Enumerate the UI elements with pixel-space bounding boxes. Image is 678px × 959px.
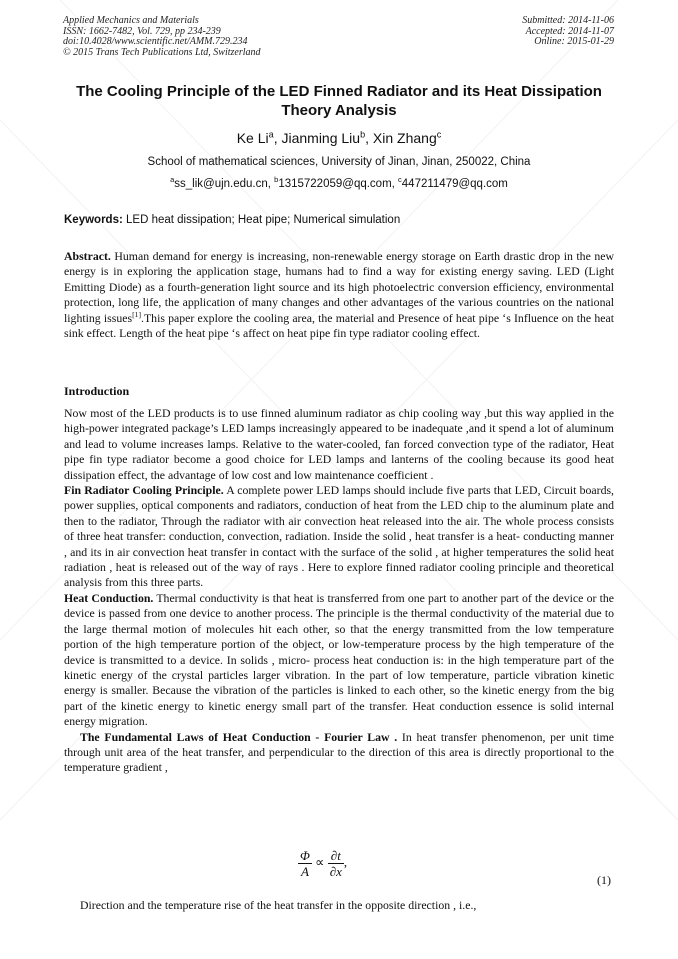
emails: $^a$ss_lik@ujn.edu.cn, $^b$1315722059@qq.com, $^c$447211479@qq.com — [170, 175, 508, 190]
email-link[interactable]: 447211479@qq.com — [401, 178, 508, 190]
paragraph-text: Thermal conductivity is that heat is transferred from one part to another part of the device or the device is passed from one device to another process. The principle is the thermal conductivity of the material due to the large thermal motion of molecules hit each other, so that the energy transmitted from the low temperature portion of the high temperature portion of the object, or low-temperature process by the high temperature of the device is transmitted to a device. In solids , micro- process heat conduction is: in the high temperature part of the kinetic energy of the crystal particles larger vibration. In the part of low temperature, particle vibration kinetic energy is smaller. Because the vibration of the particles is linked to each other, so the kinetic energy from the big part of the kinetic energy to kinetic energy small part of the transfer. Heat conduction essence is solid internal energy migration. — [64, 590, 614, 729]
reference-link[interactable]: [1] — [132, 309, 142, 319]
subheading-heat-conduction: Heat Conduction. — [64, 590, 154, 605]
fraction-denominator: ∂x — [329, 864, 342, 879]
doi: doi:10.4028/www.scientific.net/AMM.729.234 — [63, 36, 248, 47]
issn: ISSN: 1662-7482, Vol. 729, pp 234-239 — [63, 25, 221, 37]
author-sup: c — [436, 129, 442, 140]
subheading-fourier-law: The Fundamental Laws of Heat Conduction - Fourier Law . — [80, 729, 398, 744]
paragraph-text: A complete power LED lamps should include five parts that LED, Circuit boards, power supplies, optical components and radiators, conduction of heat from the LED chip to the aluminum plate and then to the radiator, Through the radiator with air convection heat released into the air. The whole process consists of three heat transfer: conduction, convection, radiation. Inside the solid , heat transfer is a heat- conducting manner , and its in air convection heat transfer in contact with the surface of the solid , at higher temperatures the solid heat radiation , heat is released out of the way of rays . Here to explore finned radiator cooling principle and theoretical analysis from this three parts. — [64, 483, 615, 590]
abstract-text: Human demand for energy is increasing, non-renewable energy storage on Earth drastic drop in the new energy is in exploring the application stage, humans had to find a way for existing energy saving. LED (Light Emitting Diode) as a fourth-generation light source and its high photoelectric conversion efficiency, environmental protection, long life, the application of many changes and other advantages of the various countries on the national lighting issues — [64, 249, 614, 325]
journal-info — [63, 16, 261, 58]
online-date: Online: 2015-01-29 — [534, 36, 614, 47]
paper-title: The Cooling Principle of the LED Finned Radiator and its Heat Dissipation Theory Analysis — [76, 83, 602, 119]
author-name: Jianming Liu — [281, 130, 361, 146]
affiliation: School of mathematical sciences, University of Jinan, Jinan, 250022, China — [147, 156, 531, 168]
proportional-symbol: ∝ — [315, 854, 325, 870]
fraction-numerator: Φ — [300, 848, 310, 863]
author-sup: b — [360, 129, 366, 140]
journal-name: Applied Mechanics and Materials — [63, 15, 199, 26]
abstract-text-end: .This paper explore the cooling area, the material and Presence of heat pipe ‘s Influence on the heat sink effect. Length of the heat pipe ‘s affect on heat pipe fin type radiator cooling effect. — [64, 310, 614, 341]
section-heading-introduction: Introduction — [64, 384, 130, 398]
paragraph — [64, 591, 614, 730]
authors: Ke Li$^a$, Jianming Liu$^b$, Xin Zhang$^c$ — [236, 129, 442, 146]
author-sup: a — [268, 129, 274, 140]
equation-comma: , — [343, 854, 348, 870]
accepted-date: Accepted: 2014-11-07 — [525, 25, 614, 37]
copyright: © 2015 Trans Tech Publications Ltd, Switzerland — [63, 46, 261, 58]
keywords-text: LED heat dissipation; Heat pipe; Numerical simulation — [126, 214, 401, 226]
email-link[interactable]: ss_lik@ujn.edu.cn — [174, 178, 268, 190]
abstract — [64, 249, 614, 341]
email-link[interactable]: 1315722059@qq.com — [278, 178, 392, 190]
abstract-label: Abstract. — [64, 249, 111, 263]
equation-1 — [298, 848, 347, 879]
paragraph: Now most of the LED products is to use finned aluminum radiator as chip cooling way ,but this way applied in the high-power integrated package’s LED lamps increasingly appeared to be inadequate ,and it spend a lot of aluminum and lead to volume increases lamps. Relative to the water-cooled, fan forced convection type of the radiator, Heat pipe fin type radiator become a good choice for LED lamps and lanterns of the cooling because its good heat dissipation effect, the advantage of low cost and low maintenance coefficient . — [64, 406, 614, 482]
email-sup: c — [398, 175, 402, 185]
keywords — [64, 214, 614, 226]
paragraph-text: In heat transfer phenomenon, per unit time through unit area of the heat transfer, and perpendicular to the direction of this area is directly proportional to the temperature gradient , — [64, 729, 614, 775]
fraction-left — [298, 848, 312, 879]
equation-number: (1) — [597, 873, 611, 887]
fraction-numerator: ∂t — [328, 848, 344, 864]
dates-info — [522, 16, 614, 48]
keywords-label: Keywords: — [64, 214, 123, 226]
subheading-fin-radiator: Fin Radiator Cooling Principle. — [64, 483, 224, 498]
fraction-denominator: A — [300, 864, 309, 879]
paragraph: Direction and the temperature rise of the heat transfer in the opposite direction , i.e., — [80, 898, 477, 912]
author-name: Ke Li — [236, 130, 269, 146]
paragraph — [64, 483, 614, 591]
submitted-date: Submitted: 2014-11-06 — [522, 15, 614, 26]
fraction-right — [328, 848, 344, 879]
author-name: Xin Zhang — [372, 130, 437, 146]
paragraph — [64, 730, 614, 776]
introduction-body — [64, 406, 614, 776]
email-sup: a — [170, 175, 175, 185]
email-sup: b — [274, 175, 279, 185]
